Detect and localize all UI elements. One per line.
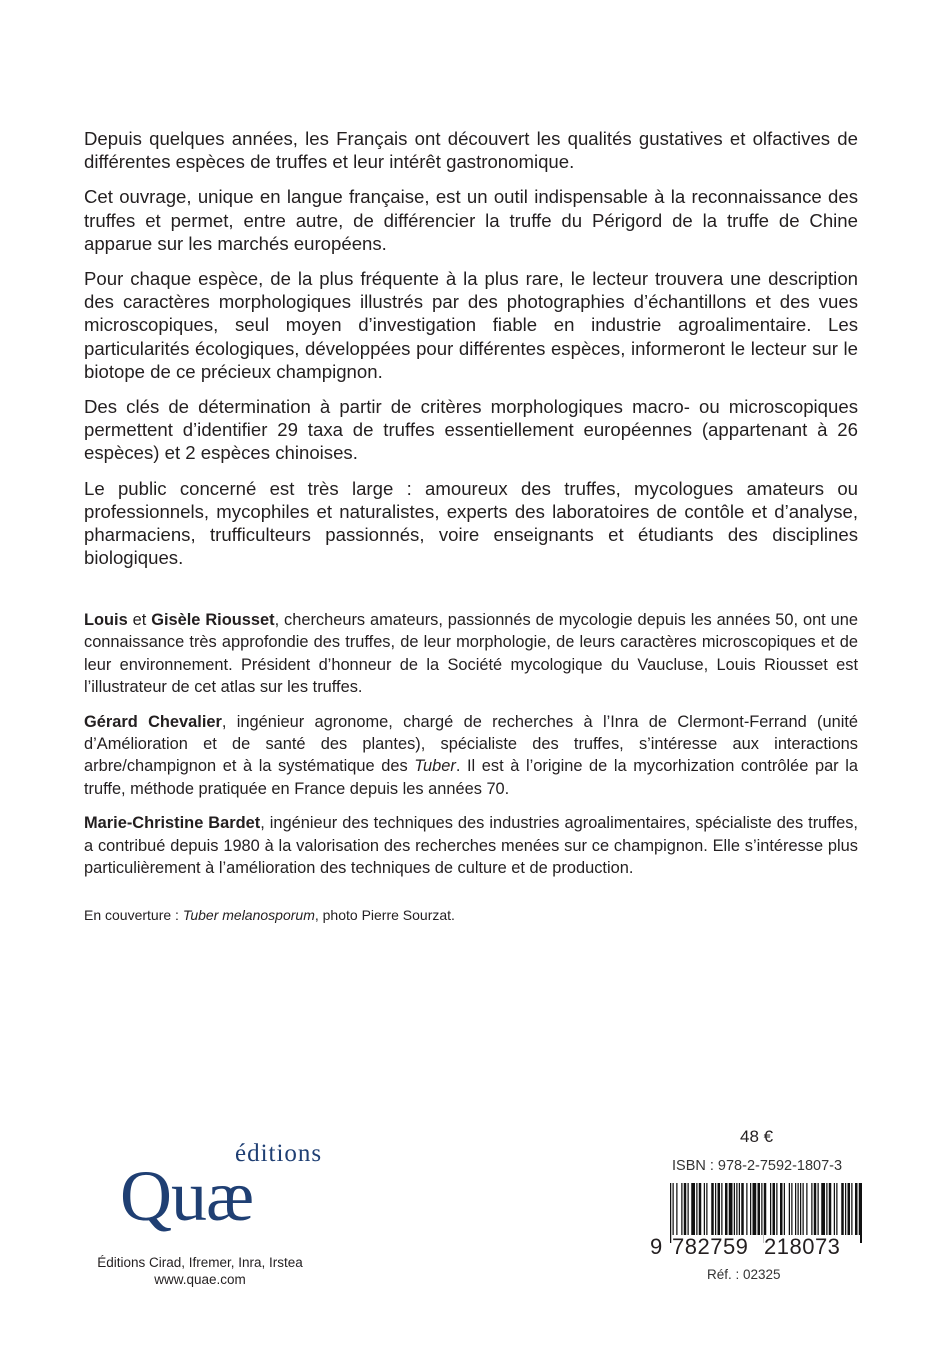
barcode-bar xyxy=(676,1183,677,1235)
barcode-bar xyxy=(718,1183,721,1235)
logo-quae-text: Quæ xyxy=(120,1156,254,1236)
bio-chevalier-genus: Tuber xyxy=(414,757,456,776)
bio-riousset xyxy=(84,609,858,699)
author-name-chevalier: Gérard Chevalier xyxy=(84,712,222,731)
barcode-bar xyxy=(803,1183,804,1235)
intro-paragraph-5: Le public concerné est très large : amoureux des truffes, mycologues amateurs ou professionnels, mycophiles et naturalistes, experts des laboratoires de contôle et d’analyse, pharmaciens, trufficulteurs passionnés, voire enseignants et étudiants des disciplines biologiques. xyxy=(84,477,858,569)
bio-conjunction: et xyxy=(127,611,152,629)
barcode-bar xyxy=(711,1183,714,1235)
barcode-bar xyxy=(780,1183,783,1235)
barcode-bar xyxy=(746,1183,747,1235)
barcode-bar xyxy=(688,1183,689,1235)
intro-text xyxy=(84,127,858,581)
barcode-bar xyxy=(739,1183,740,1235)
barcode-bar xyxy=(684,1183,687,1235)
cover-credit-prefix: En couverture : xyxy=(84,907,183,923)
bio-bardet xyxy=(84,812,858,879)
barcode-bar xyxy=(741,1183,744,1235)
barcode-bar xyxy=(734,1183,735,1235)
bio-chevalier-text-1: , ingénieur agronome, chargé de recherches à l’Inra de Clermont-Ferrand (unité d’Amélioration et de santé des plantes), spécialiste des truffes, s’intéresse aux interactions arbre/champignon et à la systématique des xyxy=(84,712,859,776)
barcode-bar xyxy=(818,1183,819,1235)
barcode-bar xyxy=(729,1183,733,1235)
barcode-bar xyxy=(696,1183,697,1235)
reference-number: Réf. : 02325 xyxy=(707,1267,781,1282)
barcode-bar xyxy=(706,1183,707,1235)
publisher-block xyxy=(80,1140,323,1288)
cover-credit-species: Tuber melanosporum xyxy=(182,907,315,923)
barcode-bar xyxy=(859,1183,862,1243)
publisher-website: www.quae.com xyxy=(154,1272,246,1287)
barcode-bar xyxy=(715,1183,716,1235)
barcode-bar xyxy=(773,1183,776,1235)
barcode-bar xyxy=(845,1183,846,1235)
barcode-bar xyxy=(834,1183,835,1235)
author-name-gisele: Gisèle Riousset xyxy=(151,611,275,629)
quae-logo xyxy=(80,1140,323,1252)
barcode-bar xyxy=(851,1183,852,1235)
publisher-names: Éditions Cirad, Ifremer, Inra, Irstea xyxy=(97,1255,303,1270)
barcode-bar xyxy=(761,1183,762,1235)
barcode-bar xyxy=(704,1183,705,1235)
barcode-bar xyxy=(770,1183,771,1235)
barcode-bar xyxy=(791,1183,792,1235)
barcode-bar xyxy=(789,1183,790,1235)
barcode-bar xyxy=(848,1183,851,1235)
barcode-bar xyxy=(800,1183,801,1235)
barcode-bar xyxy=(758,1183,761,1235)
barcode-bar xyxy=(721,1183,722,1235)
bio-riousset-text: , chercheurs amateurs, passionnés de mycologie depuis les années 50, ont une connaissance très approfondie des truffes, de leur morphologie, de leurs caractères microscopiques et de leur environnement. Président d’honneur de la Société mycologique du Vaucluse, Louis Riousset est l’illustrateur de cet atlas sur les truffes. xyxy=(84,611,858,697)
barcode-bar xyxy=(776,1183,777,1235)
barcode-left-digits: 782759 xyxy=(672,1235,762,1259)
barcode-bar xyxy=(691,1183,695,1235)
barcode-bar xyxy=(798,1183,799,1235)
intro-paragraph-1: Depuis quelques années, les Français ont découvert les qualités gustatives et olfactives de différentes espèces de truffes et leur intérêt gastronomique. xyxy=(84,128,858,173)
barcode-bar xyxy=(795,1183,796,1235)
barcode-bar xyxy=(826,1183,827,1235)
isbn: ISBN : 978-2-7592-1807-3 xyxy=(672,1158,843,1174)
intro-paragraph-2: Cet ouvrage, unique en langue française, est un outil indispensable à la reconnaissance des truffes et permet, entre autre, de différencier la truffe du Périgord de la truffe de Chine apparue sur les marchés européens. xyxy=(84,186,858,254)
barcode-bar xyxy=(836,1183,837,1235)
barcode-bar xyxy=(699,1183,702,1235)
author-name-louis: Louis xyxy=(84,611,128,629)
barcode-bar xyxy=(681,1183,682,1235)
barcode-bar xyxy=(784,1183,785,1235)
barcode-bar xyxy=(814,1183,817,1235)
intro-paragraph-3: Pour chaque espèce, de la plus fréquente à la plus rare, le lecteur trouvera une description des caractères morphologiques illustrés par des photographies d’échantillons et des vues microscopiques, seul moyen d’investigation fiable en industrie agroalimentaire. Les particularités écologiques, développées pour différentes espèces, informeront le lecteur sur le biotope de ce précieux champignon. xyxy=(84,268,858,382)
barcode-bar xyxy=(855,1183,858,1235)
barcode-first-digit: 9 xyxy=(650,1234,663,1259)
barcode xyxy=(650,1183,864,1263)
barcode-bar xyxy=(811,1183,812,1235)
barcode-bar xyxy=(736,1183,737,1235)
barcode-bar xyxy=(841,1183,844,1235)
barcode-bar xyxy=(750,1183,751,1235)
cover-credit-suffix: , photo Pierre Sourzat. xyxy=(314,907,455,923)
logo-editions-text: éditions xyxy=(235,1140,323,1167)
bio-chevalier xyxy=(84,711,858,801)
price: 48 € xyxy=(740,1127,774,1146)
barcode-bar xyxy=(753,1183,757,1235)
bio-chevalier-text-2: . Il est à l’origine de la mycorhization contrôlée par la truffe, méthode pratiquée en France depuis les années 70. xyxy=(84,757,858,798)
barcode-bar xyxy=(821,1183,825,1235)
barcode-bar xyxy=(829,1183,832,1235)
author-name-bardet: Marie-Christine Bardet xyxy=(84,814,261,833)
intro-paragraph-4: Des clés de détermination à partir de critères morphologiques macro- ou microscopiques permettent d’identifier 29 taxa de truffes essentiellement européennes (appartenant à 26 espèces) et 2 espèces chinoises. xyxy=(84,396,858,464)
barcode-right-digits: 218073 xyxy=(764,1235,860,1259)
barcode-bar xyxy=(806,1183,807,1235)
bio-bardet-text: , ingénieur des techniques des industries agroalimentaires, spécialiste des truffes, a contribué depuis 1980 à la valorisation des recherches menées sur ce champignon. Elle s’intéresse plus particulièrement à l’amélioration des techniques de culture et de production. xyxy=(84,814,858,878)
author-bios xyxy=(84,609,858,891)
barcode-bar xyxy=(725,1183,728,1235)
cover-credit xyxy=(84,905,684,925)
